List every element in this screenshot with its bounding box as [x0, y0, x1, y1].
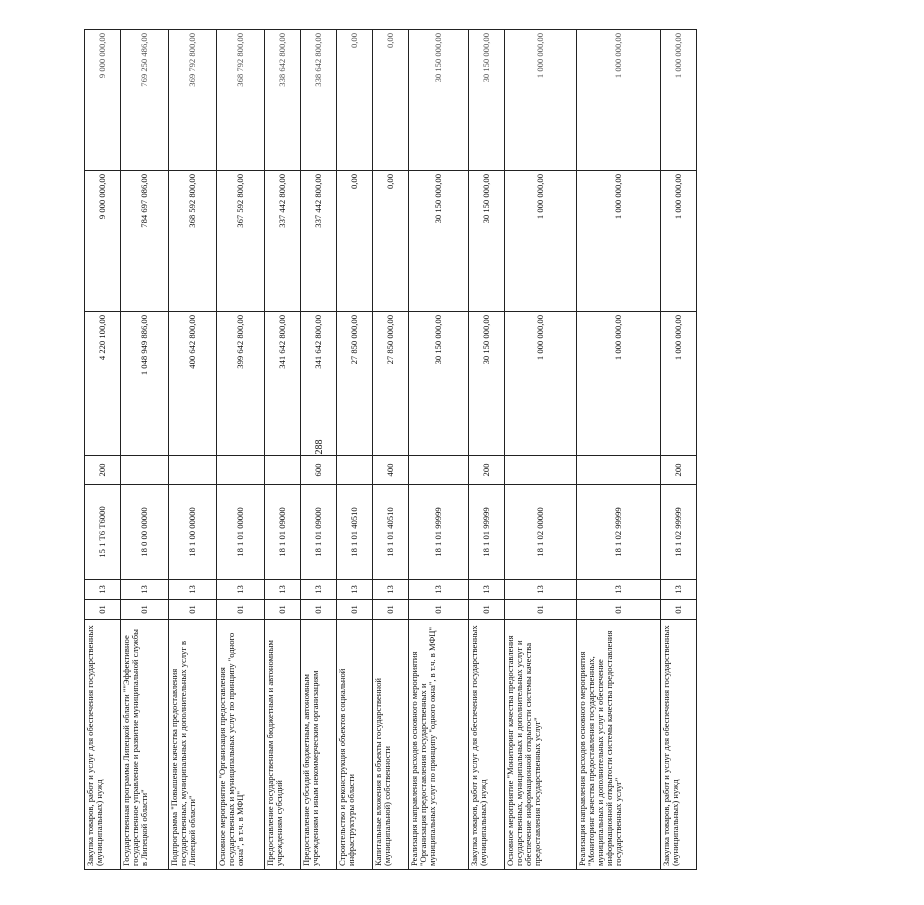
amount-year-2: 1 000 000,00 [577, 171, 661, 312]
amount-year-2: 1 000 000,00 [505, 171, 577, 312]
section-code: 01 [169, 600, 217, 620]
target-article-code: 18 1 01 00000 [217, 485, 265, 580]
amount-year-3: 30 150 000,00 [409, 30, 469, 171]
target-article-code: 18 1 02 99999 [577, 485, 661, 580]
subsection-code: 13 [337, 580, 373, 600]
subsection-code: 13 [409, 580, 469, 600]
amount-year-3: 338 642 800,00 [265, 30, 301, 171]
subsection-code: 13 [265, 580, 301, 600]
amount-year-2: 337 442 800,00 [301, 171, 337, 312]
amount-year-1: 341 642 800,00 [301, 312, 337, 456]
target-article-code: 18 1 01 09000 [265, 485, 301, 580]
amount-year-1: 30 150 000,00 [409, 312, 469, 456]
table-row [577, 30, 661, 870]
table-row [337, 30, 373, 870]
expense-type-code [337, 456, 373, 485]
item-name: Основное мероприятие "Мониторинг качества предоставления государственных, муниципальных и дополнительных услуг и обеспечение информационной открытости системы качества предоставления государственных услуг" [505, 620, 577, 870]
section-code: 01 [409, 600, 469, 620]
table-row [301, 30, 337, 870]
expense-type-code: 200 [85, 456, 121, 485]
amount-year-1: 1 000 000,00 [661, 312, 697, 456]
table-row [661, 30, 697, 870]
amount-year-3: 769 250 486,00 [121, 30, 169, 171]
table-row [85, 30, 121, 870]
item-name: Строительство и реконструкция объектов социальной инфраструктуры области [337, 620, 373, 870]
item-name: Государственная программа Липецкой области ""Эффективное государственное управление и развитие муниципальной службы в Липецкой области" [121, 620, 169, 870]
target-article-code: 18 0 00 00000 [121, 485, 169, 580]
amount-year-1: 399 642 800,00 [217, 312, 265, 456]
amount-year-3: 0,00 [337, 30, 373, 171]
table-row [505, 30, 577, 870]
amount-year-2: 30 150 000,00 [469, 171, 505, 312]
amount-year-3: 369 792 800,00 [169, 30, 217, 171]
section-code: 01 [301, 600, 337, 620]
table-row [469, 30, 505, 870]
item-name: Закупка товаров, работ и услуг для обеспечения государственных (муниципальных) нужд [661, 620, 697, 870]
subsection-code: 13 [217, 580, 265, 600]
amount-year-1: 1 000 000,00 [577, 312, 661, 456]
amount-year-2: 0,00 [337, 171, 373, 312]
amount-year-1: 27 850 000,00 [373, 312, 409, 456]
item-name: Предоставление государственным бюджетным и автономным учреждениям субсидий [265, 620, 301, 870]
item-name: Капитальные вложения в объекты государственной (муниципальной) собственности [373, 620, 409, 870]
section-code: 01 [661, 600, 697, 620]
table-row [373, 30, 409, 870]
amount-year-2: 337 442 800,00 [265, 171, 301, 312]
page-number: 288 [314, 439, 325, 455]
table-row [121, 30, 169, 870]
amount-year-3: 1 000 000,00 [505, 30, 577, 171]
amount-year-2: 784 697 086,00 [121, 171, 169, 312]
subsection-code: 13 [577, 580, 661, 600]
section-code: 01 [577, 600, 661, 620]
section-code: 01 [505, 600, 577, 620]
section-code: 01 [373, 600, 409, 620]
target-article-code: 18 1 01 40510 [373, 485, 409, 580]
amount-year-1: 1 000 000,00 [505, 312, 577, 456]
item-name: Предоставление субсидий бюджетным, автономным учреждениям и иным некоммерческим организациям [301, 620, 337, 870]
subsection-code: 13 [661, 580, 697, 600]
budget-table [84, 29, 697, 870]
amount-year-2: 9 000 000,00 [85, 171, 121, 312]
amount-year-3: 1 000 000,00 [661, 30, 697, 171]
target-article-code: 18 1 02 00000 [505, 485, 577, 580]
subsection-code: 13 [85, 580, 121, 600]
expense-type-code: 200 [469, 456, 505, 485]
item-name: Закупка товаров, работ и услуг для обеспечения государственных (муниципальных) нужд [85, 620, 121, 870]
subsection-code: 13 [121, 580, 169, 600]
expense-type-code [265, 456, 301, 485]
expense-type-code: 600 [301, 456, 337, 485]
expense-type-code: 200 [661, 456, 697, 485]
amount-year-2: 368 592 800,00 [169, 171, 217, 312]
target-article-code: 18 1 01 40510 [337, 485, 373, 580]
expense-type-code [577, 456, 661, 485]
item-name: Подпрограмма "Повышение качества предоставления государственных, муниципальных и дополнительных услуг в Липецкой области" [169, 620, 217, 870]
amount-year-1: 341 642 800,00 [265, 312, 301, 456]
amount-year-1: 4 220 100,00 [85, 312, 121, 456]
expense-type-code [217, 456, 265, 485]
section-code: 01 [217, 600, 265, 620]
target-article-code: 18 1 01 99999 [469, 485, 505, 580]
subsection-code: 13 [169, 580, 217, 600]
amount-year-1: 27 850 000,00 [337, 312, 373, 456]
amount-year-2: 1 000 000,00 [661, 171, 697, 312]
amount-year-1: 400 642 800,00 [169, 312, 217, 456]
table-row [217, 30, 265, 870]
item-name: Закупка товаров, работ и услуг для обеспечения государственных (муниципальных) нужд [469, 620, 505, 870]
amount-year-3: 9 000 000,00 [85, 30, 121, 171]
item-name: Реализация направления расходов основного мероприятия "Организация предоставления государственных и муниципальных услуг по принципу "одного окна", в т.ч. в МФЦ" [409, 620, 469, 870]
section-code: 01 [85, 600, 121, 620]
amount-year-3: 1 000 000,00 [577, 30, 661, 171]
target-article-code: 18 1 00 00000 [169, 485, 217, 580]
amount-year-2: 30 150 000,00 [409, 171, 469, 312]
section-code: 01 [121, 600, 169, 620]
target-article-code: 18 1 01 99999 [409, 485, 469, 580]
expense-type-code [505, 456, 577, 485]
amount-year-3: 0,00 [373, 30, 409, 171]
target-article-code: 18 1 01 09000 [301, 485, 337, 580]
table-row [169, 30, 217, 870]
table-row [265, 30, 301, 870]
amount-year-3: 338 642 800,00 [301, 30, 337, 171]
expense-type-code [121, 456, 169, 485]
target-article-code: 15 1 Т6 Т6000 [85, 485, 121, 580]
target-article-code: 18 1 02 99999 [661, 485, 697, 580]
expense-type-code: 400 [373, 456, 409, 485]
amount-year-3: 368 792 800,00 [217, 30, 265, 171]
table-row [409, 30, 469, 870]
item-name: Основное мероприятие "Организация предоставления государственных и муниципальных услуг по принципу "одного окна", в т.ч. в МФЦ" [217, 620, 265, 870]
section-code: 01 [265, 600, 301, 620]
subsection-code: 13 [301, 580, 337, 600]
amount-year-1: 30 150 000,00 [469, 312, 505, 456]
item-name: Реализация направления расходов основного мероприятия "Мониторинг качества предоставления государственных, муниципальных и дополнительных услуг и обеспечение информационной открытости системы качества предоставления государственных услуг" [577, 620, 661, 870]
amount-year-1: 1 048 949 886,00 [121, 312, 169, 456]
subsection-code: 13 [373, 580, 409, 600]
subsection-code: 13 [505, 580, 577, 600]
section-code: 01 [469, 600, 505, 620]
subsection-code: 13 [469, 580, 505, 600]
amount-year-3: 30 150 000,00 [469, 30, 505, 171]
expense-type-code [169, 456, 217, 485]
rotated-table-area [84, 30, 924, 866]
table-body [85, 30, 697, 870]
amount-year-2: 0,00 [373, 171, 409, 312]
table-rotation-frame [84, 30, 683, 870]
section-code: 01 [337, 600, 373, 620]
expense-type-code [409, 456, 469, 485]
amount-year-2: 367 592 800,00 [217, 171, 265, 312]
